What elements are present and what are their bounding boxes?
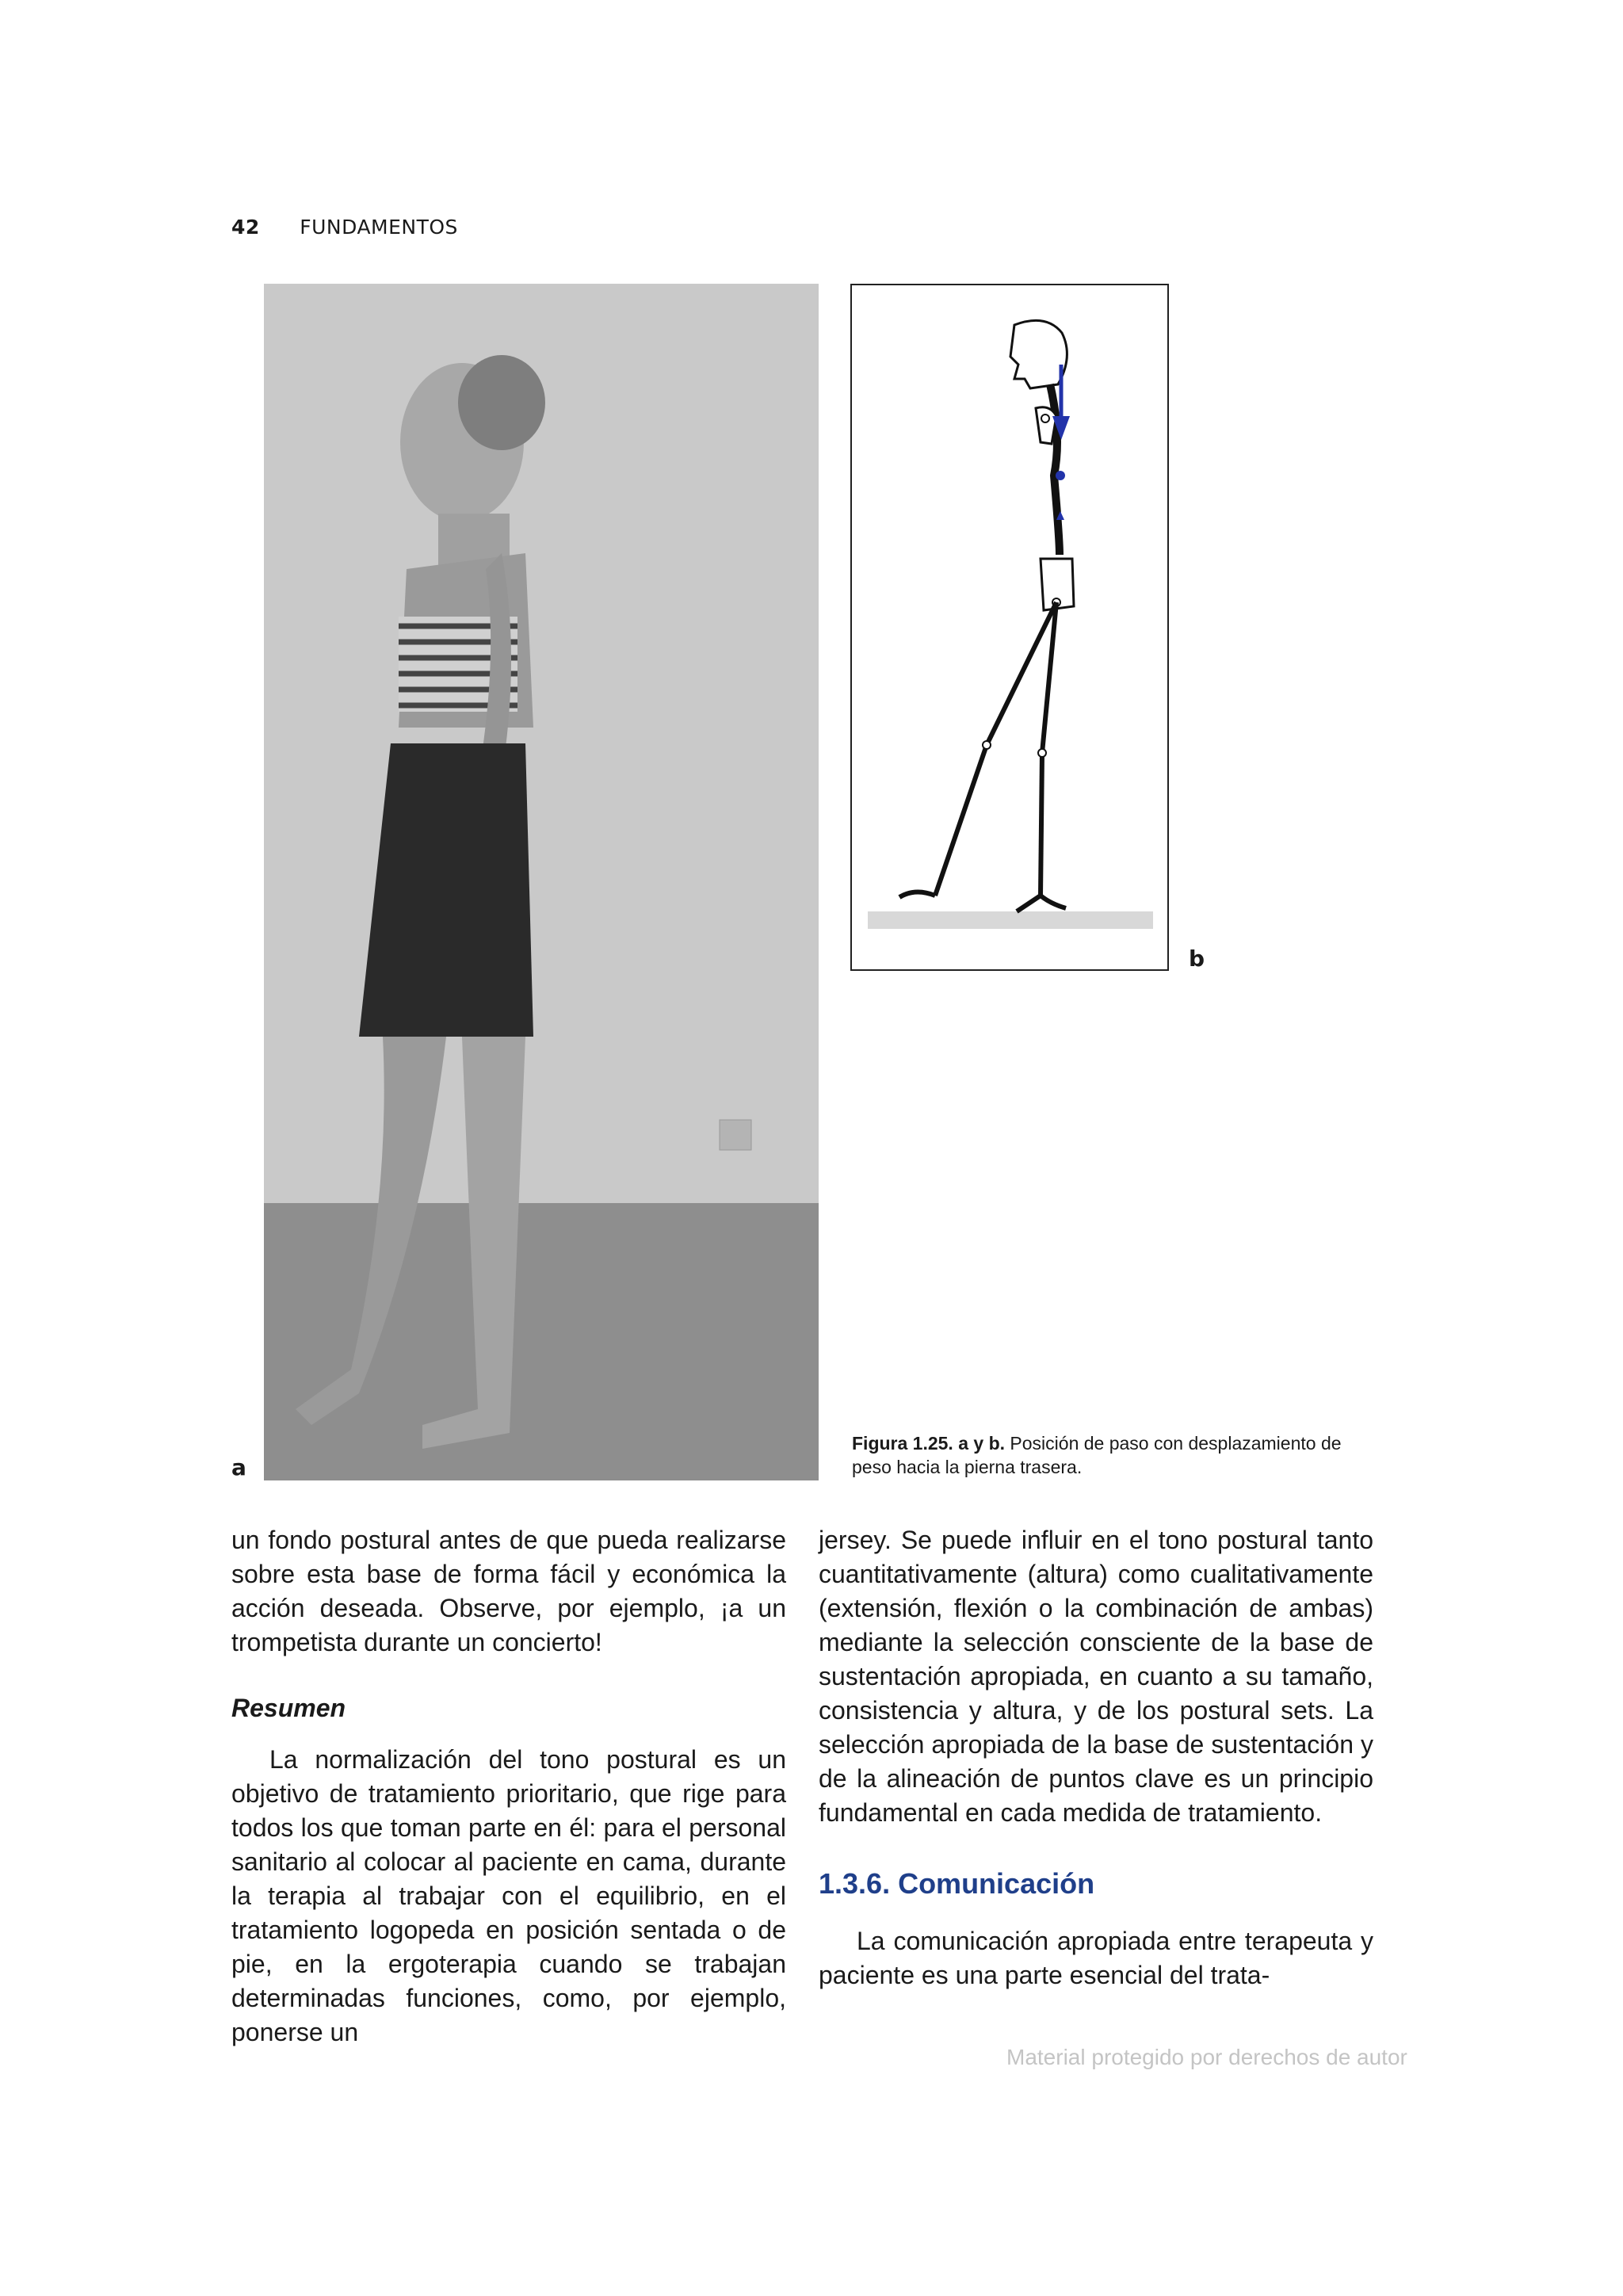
caption-text: Posición de paso con desplazamiento de peso hacia la pierna trasera. — [852, 1433, 1342, 1477]
figure-label-a: a — [231, 1454, 246, 1480]
left-paragraph-1: un fondo postural antes de que pueda realizarse sobre esta base de forma fácil y económica la acción deseada. Observe, por ejemplo, ¡a un trompetista durante un concierto! — [231, 1526, 786, 1656]
page-number: 42 — [231, 216, 260, 239]
figure-label-b: b — [1189, 946, 1205, 972]
running-header — [231, 216, 458, 239]
running-title: FUNDAMENTOS — [300, 216, 458, 239]
right-column — [819, 1523, 1373, 1992]
stick-figure-diagram — [852, 285, 1167, 969]
figure-caption — [852, 1431, 1375, 1479]
right-paragraph-1: jersey. Se puede influir en el tono postural tanto cuantitativamente (altura) como cualitativamente (extensión, flexión o la combinación de ambas) mediante la selección consciente de la base de sustentación apropiada, en cuanto a su tamaño, consistencia y altura, y de los postural sets. La selección apropiada de la base de sustentación y de la alineación de puntos clave es un principio fundamental en cada medida de tratamiento. — [819, 1526, 1373, 1827]
section-heading: 1.3.6. Comunicación — [819, 1867, 1095, 1900]
figure-photo-a — [264, 284, 819, 1480]
right-paragraph-2: La comunicación apropiada entre terapeuta y paciente es una parte esencial del trata- — [819, 1927, 1373, 1989]
caption-label: Figura 1.25. a y b. — [852, 1433, 1006, 1454]
left-column — [231, 1523, 786, 2050]
summary-heading: Resumen — [231, 1694, 346, 1722]
photo-illustration — [264, 284, 819, 1480]
copyright-watermark: Material protegido por derechos de autor — [1006, 2045, 1407, 2069]
left-paragraph-2: La normalización del tono postural es un objetivo de tratamiento prioritario, que rige para todos los que toman parte en él: para el personal sanitario al colocar al paciente en cama, durante la terapia al trabajar con el equilibrio, en el tratamiento logopeda en posición sentada o de pie, en la ergoterapia cuando se trabajan determinadas funciones, como, por ejemplo, ponerse un — [231, 1745, 786, 2046]
figure-diagram-b — [850, 284, 1169, 971]
